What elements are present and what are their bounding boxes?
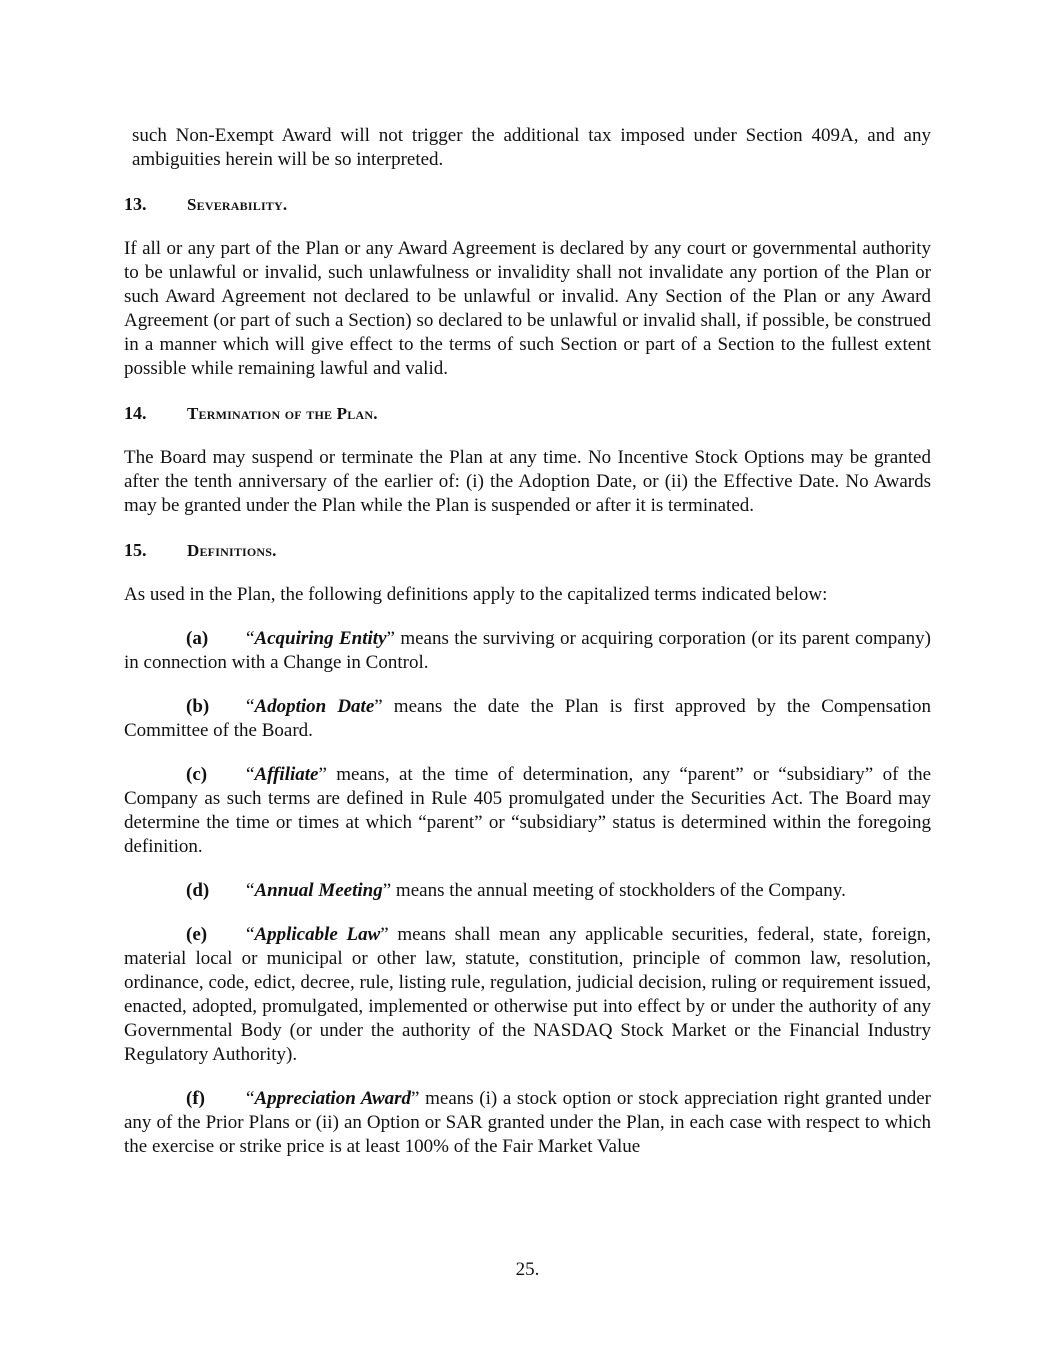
section-body-15: As used in the Plan, the following definitions apply to the capitalized terms indicated below:: [124, 584, 828, 605]
section-number: 14.: [124, 403, 147, 423]
definition-text: ” means the surviving or acquiring corporation (or its parent company) in connection with a Change in Control.: [124, 628, 932, 673]
section-title: Definitions.: [187, 541, 277, 560]
section-title: Severability.: [187, 195, 288, 214]
carryover-paragraph: such Non-Exempt Award will not trigger the additional tax imposed under Section 409A, and any ambiguities herein will be so interpreted.: [132, 125, 931, 170]
open-quote: “: [246, 880, 255, 901]
definition-text: ” means shall mean any applicable securities, federal, state, foreign, material local or municipal or other law, statute, constitution, principle of common law, resolution, ordinance, code, edict, decree, rule, listing rule, regulation, judicial decision, ruling or requirement issued, enacted, adopted, promulgated, implemented or otherwise put into effect by or under the authority of any Governmental Body (or under the authority of the NASDAQ Stock Market or the Financial Industry Regulatory Authority).: [124, 924, 931, 1065]
open-quote: “: [246, 924, 255, 945]
definition-label: (d): [186, 880, 210, 901]
definition-label: (b): [186, 696, 210, 717]
definition-item: [124, 627, 931, 675]
open-quote: “: [246, 628, 255, 649]
definition-label: (e): [186, 924, 208, 945]
section-title: Termination of the Plan.: [187, 404, 378, 423]
defined-term: Applicable Law: [254, 924, 381, 945]
definition-item: [124, 763, 931, 859]
section-number: 15.: [124, 540, 147, 560]
definition-text: ” means (i) a stock option or stock appreciation right granted under any of the Prior Plans or (ii) an Option or SAR granted under the Plan, in each case with respect to which the exercise or strike price is at least 100% of the Fair Market Value: [124, 1088, 931, 1157]
definition-label: (c): [186, 764, 208, 785]
open-quote: “: [246, 764, 255, 785]
definition-item: [124, 923, 931, 1067]
open-quote: “: [246, 696, 255, 717]
defined-term: Acquiring Entity: [254, 628, 387, 649]
defined-term: Annual Meeting: [254, 880, 383, 901]
section-number: 13.: [124, 194, 147, 214]
definition-label: (f): [186, 1088, 205, 1109]
section-heading-14: [124, 401, 931, 426]
definition-label: (a): [186, 628, 209, 649]
defined-term: Affiliate: [254, 764, 319, 785]
defined-term: Appreciation Award: [254, 1088, 412, 1109]
section-heading-15: [124, 538, 931, 563]
section-heading-13: [124, 192, 931, 217]
page-number: 25.: [515, 1259, 540, 1280]
open-quote: “: [246, 1088, 255, 1109]
definition-text: ” means the date the Plan is first approved by the Compensation Committee of the Board.: [124, 696, 931, 741]
defined-term: Adoption Date: [254, 696, 375, 717]
document-page: [124, 124, 931, 1179]
definition-item: [124, 1087, 931, 1159]
definition-text: ” means, at the time of determination, any “parent” or “subsidiary” of the Company as such terms are defined in Rule 405 promulgated under the Securities Act. The Board may determine the time or times at which “parent” or “subsidiary” status is determined within the foregoing definition.: [124, 764, 931, 857]
definition-text: ” means the annual meeting of stockholders of the Company.: [382, 880, 846, 901]
definition-item: [124, 695, 931, 743]
definition-item: [124, 879, 931, 903]
section-body-14: The Board may suspend or terminate the Plan at any time. No Incentive Stock Options may be granted after the tenth anniversary of the earlier of: (i) the Adoption Date, or (ii) the Effective Date. No Awards may be granted under the Plan while the Plan is suspended or after it is terminated.: [124, 447, 931, 516]
section-body-13: If all or any part of the Plan or any Award Agreement is declared by any court or governmental authority to be unlawful or invalid, such unlawfulness or invalidity shall not invalidate any portion of the Plan or such Award Agreement not declared to be unlawful or invalid. Any Section of the Plan or any Award Agreement (or part of such a Section) so declared to be unlawful or invalid shall, if possible, be construed in a manner which will give effect to the terms of such Section or part of a Section to the fullest extent possible while remaining lawful and valid.: [124, 238, 931, 379]
